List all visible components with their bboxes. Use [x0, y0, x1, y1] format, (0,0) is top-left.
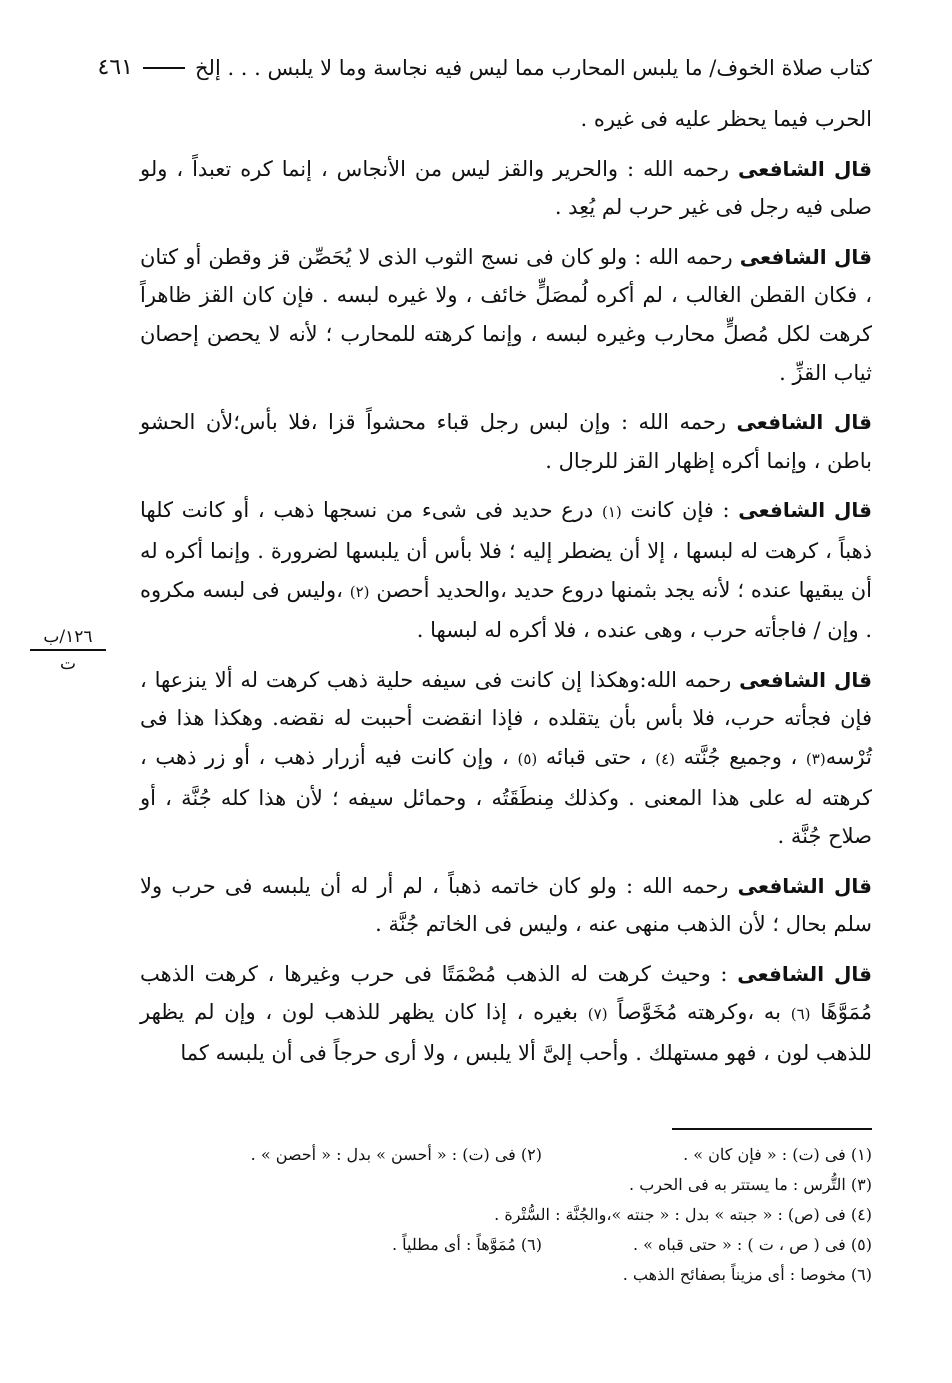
paragraph-text: ،وليس فى لبسه مكروه . وإن / فاجأته حرب ، وهى عنده ، فلا أكره له لبسها .: [140, 577, 872, 643]
footnote-marker[interactable]: (٤): [655, 749, 675, 768]
paragraph-6: [140, 661, 872, 856]
paragraph-text: ، حتى قبائه: [537, 744, 656, 769]
paragraph-text: : وحيث كرهت له الذهب مُصْمَتًا فى حرب وغيرها ، كرهت الذهب مُمَوَّهًا: [140, 961, 872, 1025]
paragraph-text: رحمه الله : وإن لبس رجل قباء محشواً قزا ،فلا بأس؛لأن الحشو باطن ، وإنما أكره إظهار القز للرجال .: [140, 410, 872, 473]
margin-note-rule: [30, 649, 106, 651]
footnote-row: [140, 1170, 872, 1200]
paragraph-text: : فإن كانت: [621, 498, 739, 523]
paragraph-lead: قال الشافعى: [739, 244, 872, 269]
page-number: ٤٦١: [97, 55, 133, 80]
footnote-marker[interactable]: (٥): [517, 749, 538, 768]
paragraph-lead: قال الشافعى: [736, 410, 872, 435]
paragraph-lead: قال الشافعى: [737, 873, 872, 898]
footnote: (١) فى (ت) : « فإن كان » .: [683, 1145, 872, 1164]
paragraph-3: [140, 238, 872, 392]
footnote: (٦) مُمَوَّهاً : أى مطلياً .: [391, 1235, 542, 1254]
margin-note-top: ١٢٦/ب: [43, 627, 93, 647]
footnote: (٢) فى (ت) : « أحسن » بدل : « أحصن » .: [250, 1145, 542, 1164]
paragraph-text: رحمه الله : ولو كان خاتمه ذهباً ، لم أر له أن يلبسه فى حرب ولا سلم بحال ؛ لأن الذهب منهى عنه ، وليس فى الخاتم جُنَّة .: [140, 873, 872, 937]
paragraph-text: الحرب فيما يحظر عليه فى غيره .: [580, 107, 872, 131]
footnote: (٣) التُّرس : ما يستتر به فى الحرب .: [629, 1175, 872, 1194]
footnote: [140, 1200, 542, 1230]
body-text: [140, 100, 872, 1084]
paragraph-2: [140, 150, 872, 227]
margin-manuscript-note: [30, 627, 106, 674]
paragraph-lead: قال الشافعى: [738, 498, 872, 523]
footnote: [140, 1170, 542, 1200]
footnotes: [140, 1140, 872, 1290]
paragraph-text: بغيره ، إذا كان يظهر للذهب لون ، وإن لم يظهر للذهب لون ، فهو مستهلك . وأحب إلىَّ ألا يلبس ، ولا أرى حرجاً فى أن يلبسه كما: [140, 1000, 872, 1066]
paragraph-text: رحمه الله:وهكذا إن كانت فى سيفه حلية ذهب كرهت له ألا ينزعها ، فإن فجأته حرب، فلا بأس بأن يتقلده ، فإذا انقضت أحببت له نقضه. وهكذا هذا فى تُرْسه: [140, 667, 872, 769]
footnote-marker[interactable]: (٦): [790, 1005, 811, 1024]
paragraph-text: ، وإن كانت فيه أزرار ذهب ، أو زر ذهب ، كرهته له على هذا المعنى . وكذلك مِنطَقَتُه ، وحمائل سيفه ؛ لأن هذا كله جُنَّة ، أو صلاح جُنَّة .: [140, 744, 872, 849]
running-head-title: كتاب صلاة الخوف/ ما يلبس المحارب مما ليس فيه نجاسة وما لا يلبس . . . إلخ: [194, 56, 872, 80]
footnote-marker[interactable]: (١): [601, 503, 622, 522]
footnote-row: [140, 1260, 872, 1290]
footnote-marker[interactable]: (٢): [349, 582, 370, 601]
paragraph-1: [140, 100, 872, 139]
paragraph-text: درع حديد فى شىء من نسجها ذهب ، أو كانت كلها ذهباً ، كرهت له لبسها ، إلا أن يضطر إليه ؛ فلا بأس أن يلبسها لضرورة . وإنما أكره له أن يبقيها عنده ؛ لأنه يجد بثمنها دروع حديد ،والحديد أحصن: [140, 498, 872, 602]
paragraph-text: رحمه الله : ولو كان فى نسج الثوب الذى لا يُحَصِّن قز وقطن أو كتان ، فكان القطن الغالب ، لم أكره لُمصَلٍّ خائف ، ولا غيره لبسه . فإن كان القز ظاهراً كرهت لكل مُصلٍّ محارب وغيره لبسه ، وإنما كرهته للمحارب ؛ لأنه لا يحصن إحصان ثياب القزِّ .: [140, 244, 872, 385]
running-head: [97, 52, 872, 84]
footnote-row: [140, 1230, 872, 1260]
paragraph-lead: قال الشافعى: [739, 667, 872, 692]
paragraph-8: [140, 955, 872, 1073]
footnote: (٤) فى (ص) : « جبته » بدل : « جنته »،والجُنَّة : السُّتْرة .: [494, 1205, 872, 1224]
running-head-rule: [143, 67, 185, 69]
paragraph-lead: قال الشافعى: [737, 961, 872, 986]
paragraph-text: رحمه الله : والحرير والقز ليس من الأنجاس ، إنما كره تعبداً ، ولو صلى فيه رجل فى غير حرب لم يُعِد .: [140, 156, 872, 220]
footnote: (٦) مخوصا : أى مزيناً بصفائح الذهب .: [622, 1265, 872, 1284]
paragraph-text: ، وجميع جُنَّته: [674, 744, 806, 769]
paragraph-7: [140, 867, 872, 944]
margin-note-bottom: ت: [59, 654, 76, 674]
footnote-marker[interactable]: (٣): [805, 749, 826, 768]
paragraph-4: [140, 403, 872, 480]
footnote-separator: [672, 1128, 872, 1130]
paragraph-lead: قال الشافعى: [737, 156, 872, 181]
paragraph-5: [140, 491, 872, 649]
footnote-row: [140, 1140, 872, 1170]
paragraph-text: به ،وكرهته مُخَوَّصاً: [607, 1000, 791, 1025]
footnote-marker[interactable]: (٧): [587, 1005, 608, 1024]
footnote-row: [140, 1200, 872, 1230]
footnote: [140, 1260, 542, 1290]
footnote: (٥) فى ( ص ، ت ) : « حتى قباه » .: [633, 1235, 872, 1254]
